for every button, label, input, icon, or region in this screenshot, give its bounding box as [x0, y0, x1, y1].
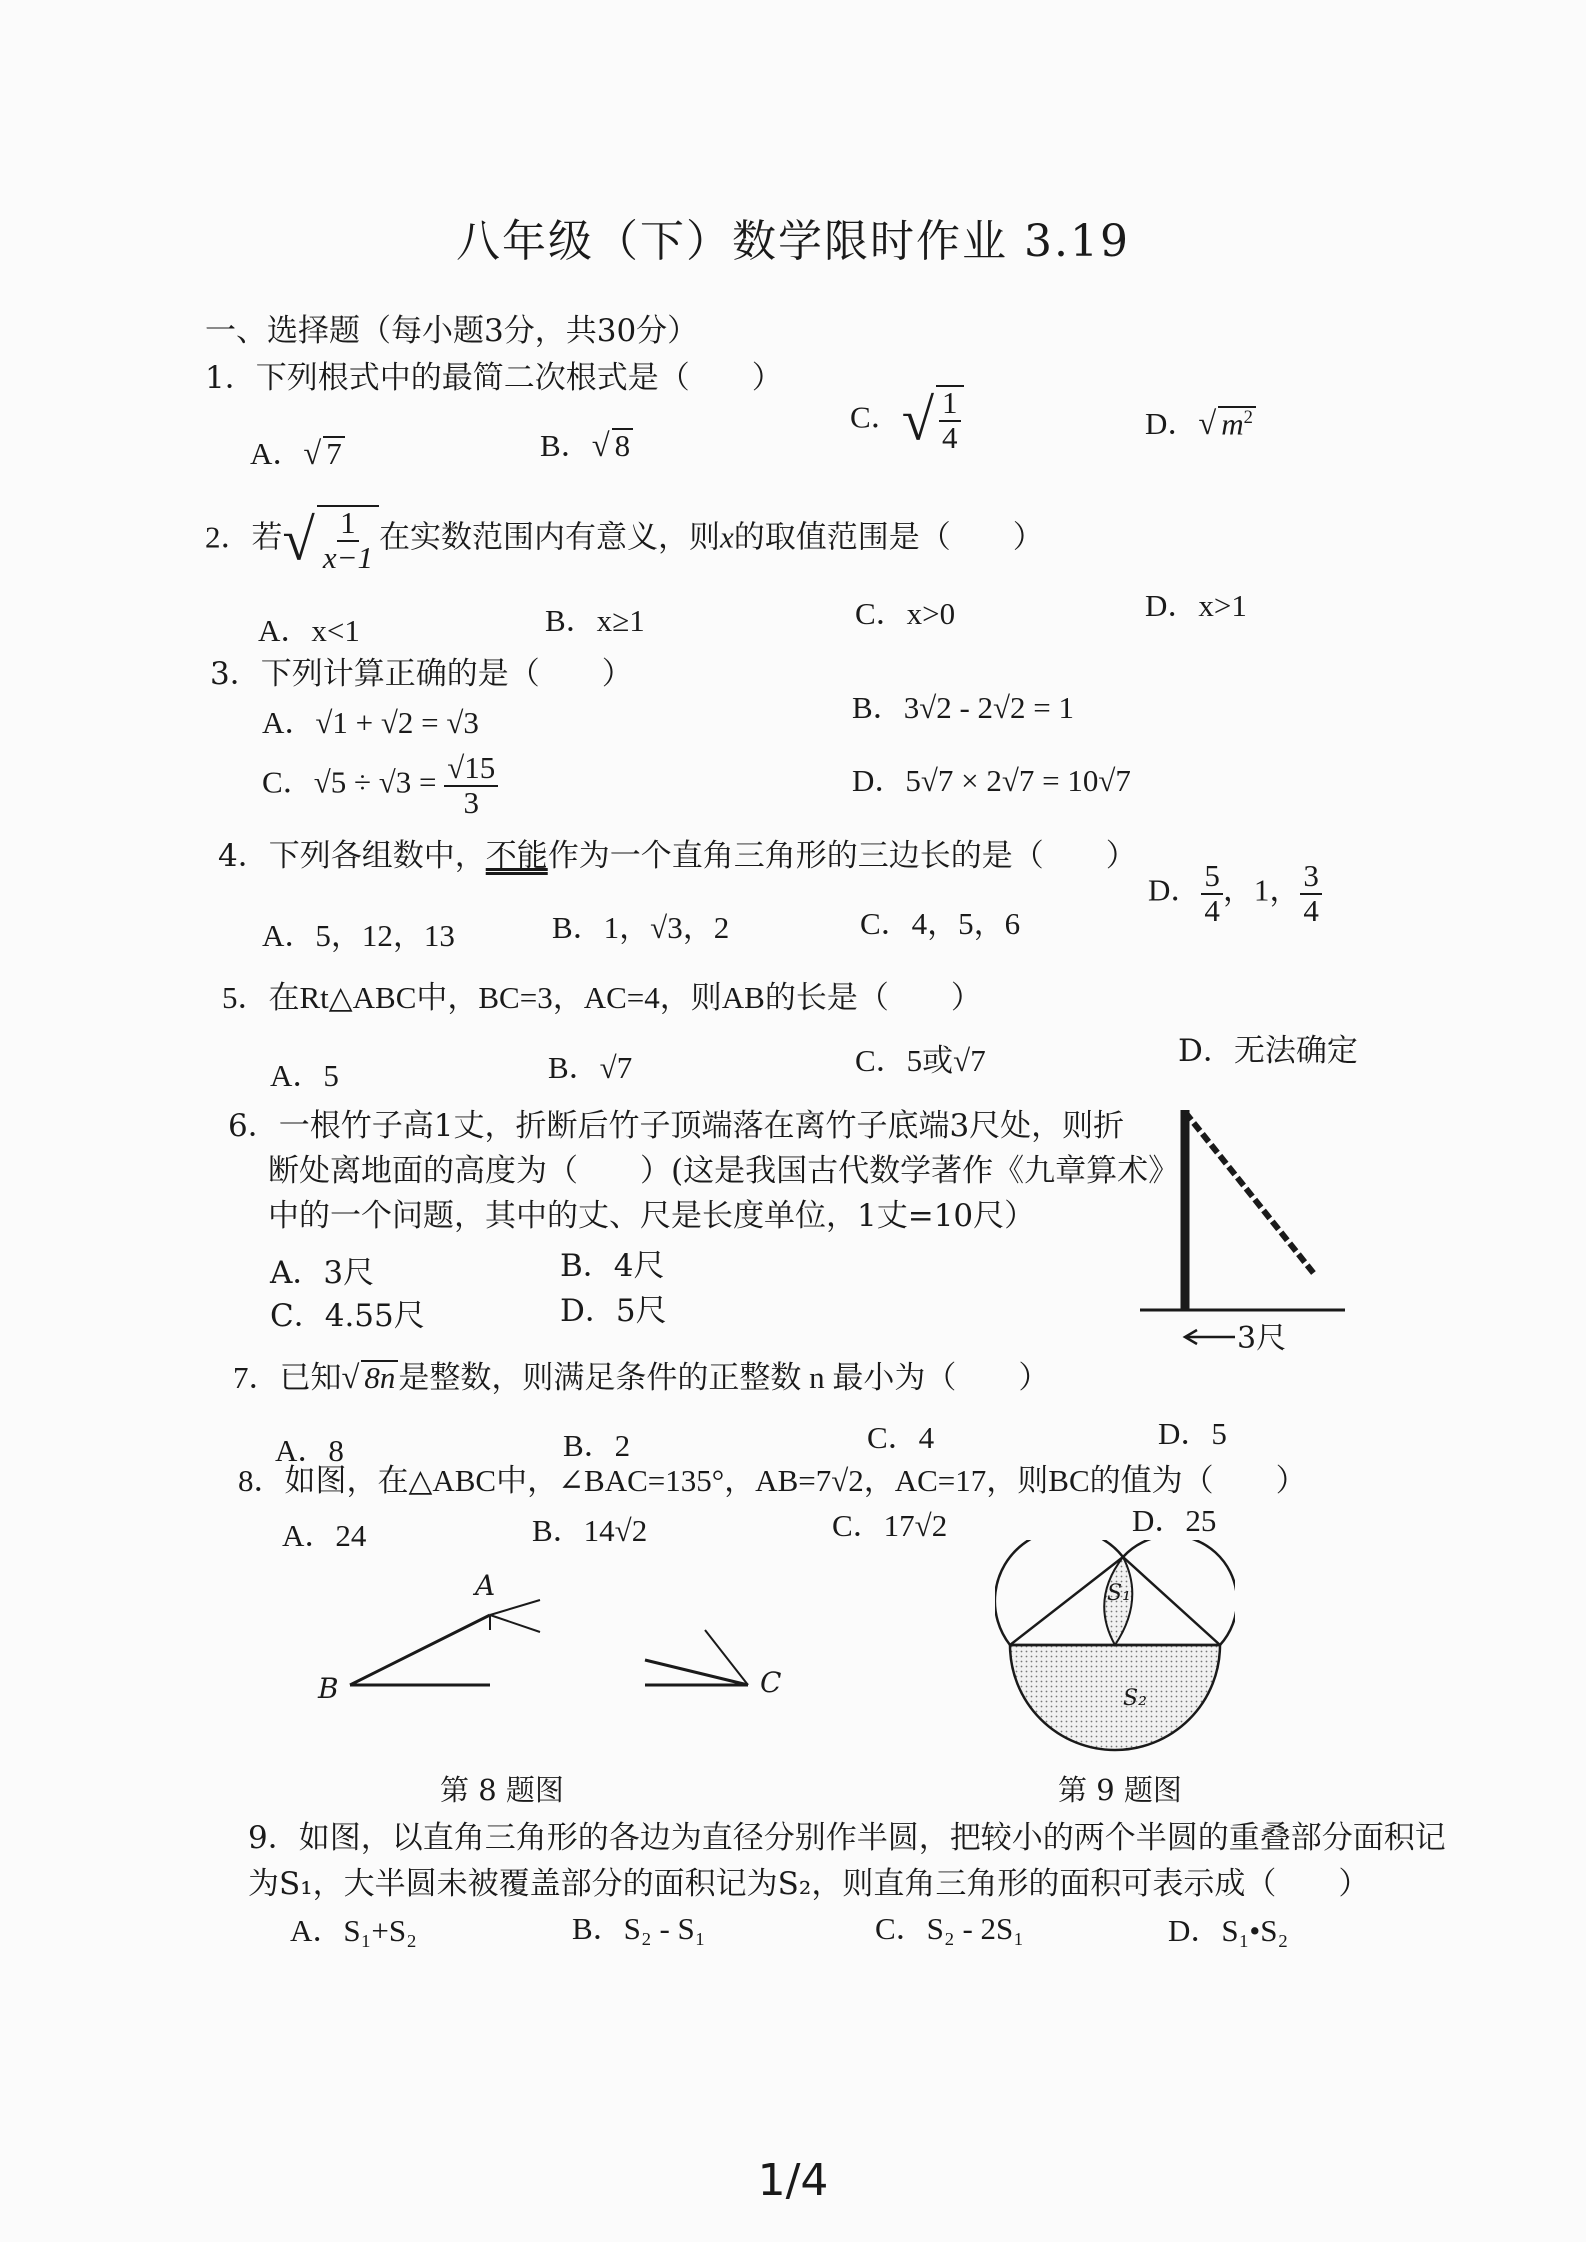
q7-option-a[interactable]: A．8 [275, 1433, 344, 1468]
large-semicircle [1010, 1645, 1220, 1750]
q8-triangle-figure [300, 1560, 820, 1720]
q1-stem: 1．下列根式中的最简二次根式是（ ） [205, 360, 783, 396]
left-small-semicircle [995, 1540, 1123, 1645]
q6-bamboo-figure [1135, 1100, 1360, 1360]
q7-option-c[interactable]: C．4 [867, 1420, 935, 1455]
q2-option-b[interactable]: B．x≥1 [545, 603, 645, 638]
q4-option-d[interactable]: D． $\frac{5}{4}$ ，1， $\frac{3}{4}$ [1148, 860, 1322, 927]
q3-option-b[interactable]: B．3√2 - 2√2 = 1 [852, 690, 1075, 725]
vertex-c-label: C [760, 1666, 782, 1699]
q6-option-a[interactable]: A．3尺 [270, 1255, 375, 1291]
q5-option-c[interactable]: C．5或√7 [855, 1043, 986, 1078]
s1-label: S₁ [1107, 1581, 1131, 1606]
q8-option-c[interactable]: C．17√2 [832, 1508, 948, 1543]
q3-option-a[interactable]: A．√1 + √2 = √3 [262, 705, 479, 740]
q7-option-d[interactable]: D．5 [1158, 1416, 1227, 1451]
triangle-leg-2 [1123, 1557, 1220, 1645]
q9-semicircle-figure [995, 1540, 1235, 1770]
q9-line1: 9．如图，以直角三角形的各边为直径分别作半圆，把较小的两个半圆的重叠部分面积记 [248, 1820, 1446, 1856]
q8-figure-caption: 第 8 题图 [440, 1773, 564, 1807]
q1-option-d[interactable]: D．√ $m^2$ [1145, 398, 1256, 443]
q8-option-d[interactable]: D．25 [1132, 1503, 1217, 1538]
q9-option-d[interactable]: D．S₁•S₂ [1168, 1913, 1289, 1948]
q8-option-a[interactable]: A．24 [282, 1518, 367, 1553]
side-ab [350, 1615, 490, 1685]
q1-option-a[interactable]: A．√ 7 [250, 428, 345, 473]
q8-option-b[interactable]: B．14√2 [532, 1513, 648, 1548]
page-title: 八年级（下）数学限时作业 3.19 [456, 216, 1130, 267]
q2-option-a[interactable]: A．x<1 [258, 613, 360, 648]
q4-option-c[interactable]: C．4，5，6 [860, 906, 1021, 941]
q3-option-d[interactable]: D．5√7 × 2√7 = 10√7 [852, 763, 1131, 798]
q4-option-a[interactable]: A．5，12，13 [262, 918, 455, 953]
q4-option-b[interactable]: B．1，√3，2 [552, 910, 730, 945]
q7-stem: 7．已知√ 8n是整数，则满足条件的正整数 n 最小为（ ） [233, 1360, 1050, 1396]
q2-option-c[interactable]: C．x>0 [855, 596, 956, 631]
q2-option-d[interactable]: D．x>1 [1145, 588, 1247, 623]
q8-stem: 8．如图，在△ABC中，∠BAC=135°，AB=7√2，AC=17，则BC的值为（ ） [238, 1463, 1307, 1498]
q7-option-b[interactable]: B．2 [563, 1428, 631, 1463]
q2-stem: 2．若√ $\frac{1}{x-1}$ 在实数范围内有意义，则x的取值范围是（ ） [205, 505, 1044, 575]
q9-option-a[interactable]: A．S₁+S₂ [290, 1913, 417, 1948]
q5-stem: 5．在Rt△ABC中，BC=3，AC=4，则AB的长是（ ） [222, 980, 982, 1015]
q5-option-b[interactable]: B．√7 [548, 1050, 633, 1085]
q6-option-b[interactable]: B．4尺 [560, 1248, 665, 1284]
q6-option-d[interactable]: D．5尺 [560, 1293, 667, 1329]
q3-stem: 3．下列计算正确的是（ ） [210, 656, 633, 692]
q6-option-c[interactable]: C．4.55尺 [270, 1298, 425, 1334]
section-heading: 一、选择题（每小题3分，共30分） [205, 313, 699, 349]
side-ac-start [490, 1615, 540, 1632]
extension-ab [490, 1600, 540, 1615]
vertex-a-label: A [475, 1569, 496, 1602]
right-small-semicircle [1123, 1540, 1235, 1645]
q5-option-d[interactable]: D．无法确定 [1178, 1033, 1358, 1069]
q3-option-c[interactable]: C．√5 ÷ √3 = $\frac{√15}{3}$ [262, 752, 498, 819]
q1-option-b[interactable]: B．√ 8 [540, 420, 633, 465]
q4-stem: 4．下列各组数中，不能作为一个直角三角形的三边长的是（ ） [218, 838, 1137, 874]
q1-option-c[interactable]: C．√ $\frac{1}{4}$ [850, 385, 964, 455]
distance-label: 3尺 [1237, 1321, 1287, 1356]
q9-figure-caption: 第 9 题图 [1058, 1773, 1182, 1807]
q6-line3: 中的一个问题，其中的丈、尺是长度单位，1丈=10尺） [268, 1198, 1036, 1234]
q9-line2: 为S₁，大半圆未被覆盖部分的面积记为S₂，则直角三角形的面积可表示成（ ） [248, 1866, 1370, 1902]
broken-bamboo [1185, 1112, 1315, 1275]
q9-option-c[interactable]: C．S₂ - 2S₁ [875, 1911, 1025, 1946]
s2-label: S₂ [1123, 1686, 1147, 1711]
q5-option-a[interactable]: A．5 [270, 1058, 339, 1093]
q6-line1: 6．一根竹子高1丈，折断后竹子顶端落在离竹子底端3尺处，则折 [228, 1108, 1125, 1144]
page-number: 1/4 [757, 2155, 829, 2206]
q9-option-b[interactable]: B．S₂ - S₁ [572, 1911, 706, 1946]
vertex-b-label: B [318, 1672, 339, 1705]
q6-line2: 断处离地面的高度为（ ）(这是我国古代数学著作《九章算术》 [268, 1153, 1180, 1189]
